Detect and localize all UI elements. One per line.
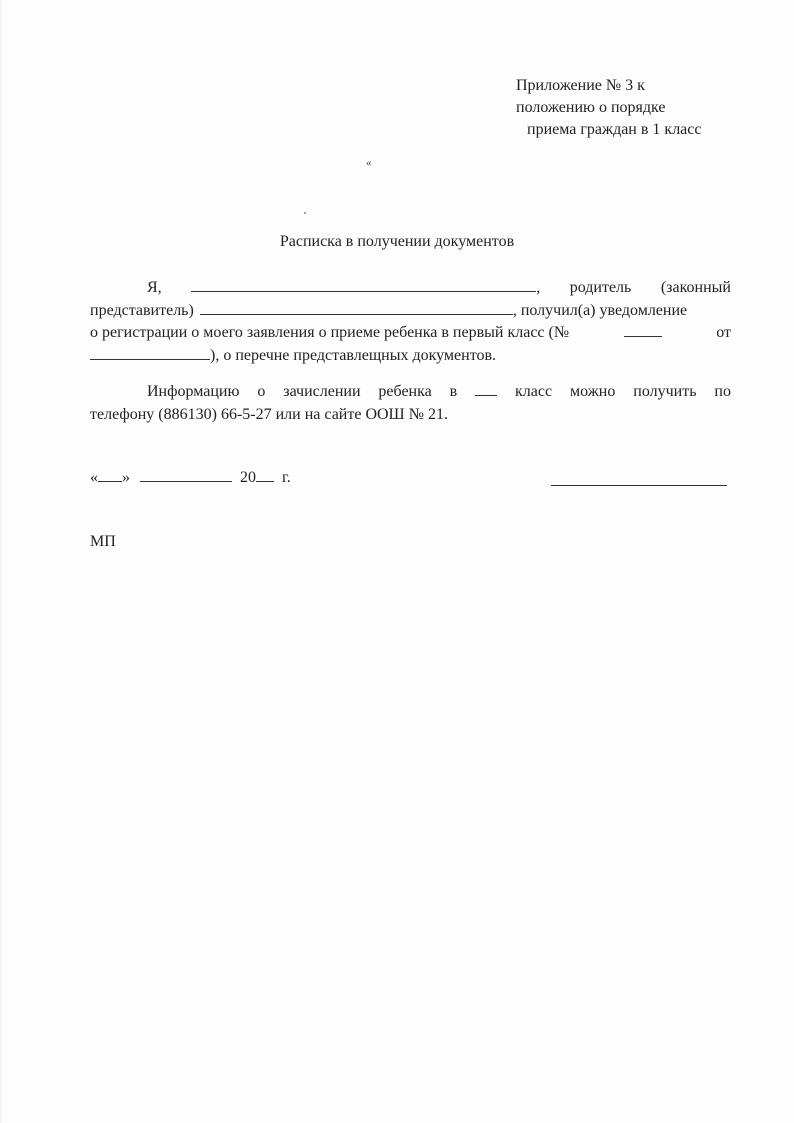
received-text: , получил(а) уведомление (512, 301, 688, 319)
from-text: от (716, 324, 731, 341)
info-word: Информацию (147, 383, 240, 400)
representative-text: представитель) (90, 301, 194, 319)
paragraph-line (90, 277, 731, 300)
info-word: зачислении (283, 383, 361, 400)
comma-text: , (536, 279, 541, 296)
paragraph-line (90, 300, 731, 323)
info-word: по (714, 383, 731, 400)
paragraph-line (90, 404, 731, 427)
name-blank-group (191, 277, 540, 300)
appendix-line-2: положению о порядке (516, 99, 666, 116)
year-suffix: г. (282, 469, 291, 486)
paragraph-line (90, 322, 731, 345)
scan-edge (0, 0, 3, 1123)
paragraph-line (90, 345, 731, 368)
scan-artifact: « (366, 157, 372, 169)
representative-blank[interactable] (200, 300, 513, 315)
appendix-line-1: Приложение № 3 к (516, 77, 645, 94)
parent-word: родитель (569, 279, 632, 296)
appendix-header (516, 75, 746, 141)
info-word: получить (633, 383, 697, 400)
close-quote: » (122, 469, 130, 486)
info-paragraph (90, 381, 731, 426)
info-word: класс (515, 383, 553, 400)
signature-line[interactable] (551, 485, 727, 486)
date-line (90, 467, 291, 487)
year-blank[interactable] (256, 467, 274, 482)
contact-text: телефону (886130) 66-5-27 или на сайте ООШ № 21. (90, 405, 448, 423)
info-word: можно (570, 383, 616, 400)
document-title: Расписка в получении документов (279, 233, 515, 250)
day-blank[interactable] (98, 467, 122, 482)
open-quote: « (90, 469, 98, 486)
month-blank[interactable] (140, 467, 232, 482)
info-word: в (449, 383, 458, 400)
appendix-line-3: приема граждан в 1 класс (527, 121, 702, 138)
receipt-paragraph (90, 277, 731, 367)
info-word: ребенка (378, 383, 432, 400)
number-blank[interactable] (624, 322, 662, 337)
legal-word: (законный (660, 279, 731, 296)
year-prefix: 20 (240, 469, 256, 486)
registration-text: о регистрации о моего заявления о приеме ребенка в первый класс (№ (90, 324, 570, 341)
stamp-label: МП (90, 533, 116, 550)
paragraph-line (90, 381, 731, 404)
pronoun-text: Я, (147, 279, 162, 296)
info-word: о (257, 383, 266, 400)
class-blank[interactable] (475, 381, 497, 396)
date-blank[interactable] (90, 345, 210, 360)
parent-name-blank[interactable] (191, 277, 536, 292)
scan-dot (304, 212, 306, 214)
documents-list-text: ), о перечне представлещных документов. (210, 346, 497, 364)
